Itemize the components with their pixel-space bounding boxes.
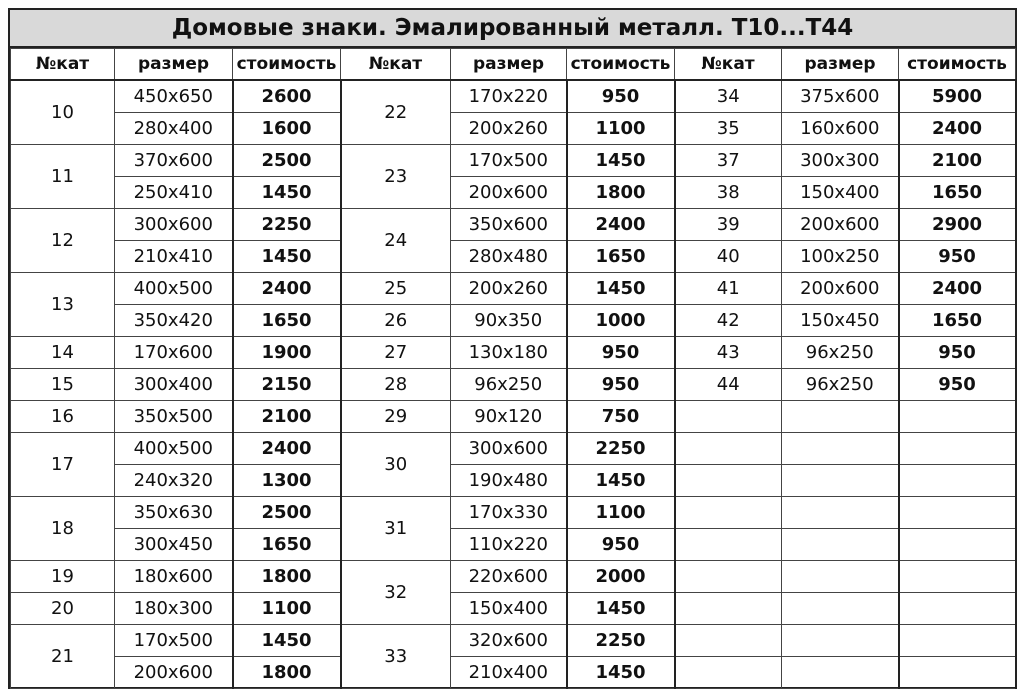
table-row: [11, 369, 1016, 401]
cat-cell: 13: [11, 273, 115, 337]
cat-cell: 22: [341, 80, 451, 145]
size-cell: [782, 529, 899, 561]
table-row: [11, 337, 1016, 369]
cat-header: №кат: [11, 49, 115, 81]
cat-cell: 15: [11, 369, 115, 401]
size-cell: 200x600: [782, 209, 899, 241]
cat-cell: 42: [675, 305, 782, 337]
size-cell: [782, 561, 899, 593]
table-row: [11, 625, 1016, 657]
size-cell: 200x600: [782, 273, 899, 305]
price-cell: 2150: [233, 369, 341, 401]
price-cell: 2500: [233, 497, 341, 529]
cat-cell: 31: [341, 497, 451, 561]
price-cell: [899, 593, 1016, 625]
size-cell: 96x250: [782, 369, 899, 401]
cat-cell: 26: [341, 305, 451, 337]
cat-cell: 20: [11, 593, 115, 625]
table-row: [11, 561, 1016, 593]
cat-cell: 28: [341, 369, 451, 401]
price-cell: 1000: [567, 305, 675, 337]
price-cell: 2250: [233, 209, 341, 241]
price-table-frame: [8, 8, 1017, 689]
size-cell: [782, 625, 899, 657]
size-cell: 220x600: [451, 561, 567, 593]
price-header: стоимость: [899, 49, 1016, 81]
price-cell: 1450: [233, 177, 341, 209]
size-cell: 320x600: [451, 625, 567, 657]
size-cell: 130x180: [451, 337, 567, 369]
size-header: размер: [451, 49, 567, 81]
price-cell: 1450: [567, 593, 675, 625]
size-cell: 400x500: [115, 433, 233, 465]
size-cell: 110x220: [451, 529, 567, 561]
table-row: [11, 433, 1016, 465]
size-cell: 350x420: [115, 305, 233, 337]
table-row: [11, 177, 1016, 209]
cat-cell: 17: [11, 433, 115, 497]
price-cell: 750: [567, 401, 675, 433]
size-cell: 350x500: [115, 401, 233, 433]
price-cell: 950: [567, 529, 675, 561]
price-cell: 1100: [567, 497, 675, 529]
price-cell: 950: [899, 241, 1016, 273]
size-cell: 250x410: [115, 177, 233, 209]
cat-cell: 29: [341, 401, 451, 433]
table-row: [11, 497, 1016, 529]
price-cell: 1800: [233, 657, 341, 689]
cat-cell: 24: [341, 209, 451, 273]
price-cell: [899, 401, 1016, 433]
price-cell: 2400: [899, 113, 1016, 145]
cat-cell: [675, 561, 782, 593]
table-row: [11, 529, 1016, 561]
size-cell: [782, 657, 899, 689]
size-cell: [782, 401, 899, 433]
price-cell: 1100: [567, 113, 675, 145]
cat-cell: 33: [341, 625, 451, 689]
size-header: размер: [782, 49, 899, 81]
price-cell: 1800: [233, 561, 341, 593]
size-cell: 100x250: [782, 241, 899, 273]
size-cell: 170x600: [115, 337, 233, 369]
price-cell: 2600: [233, 80, 341, 113]
size-cell: 200x260: [451, 113, 567, 145]
size-cell: 170x330: [451, 497, 567, 529]
size-cell: 300x300: [782, 145, 899, 177]
size-cell: 200x260: [451, 273, 567, 305]
cat-cell: [675, 401, 782, 433]
size-cell: 96x250: [451, 369, 567, 401]
price-cell: 1600: [233, 113, 341, 145]
cat-cell: 37: [675, 145, 782, 177]
price-cell: 1800: [567, 177, 675, 209]
price-cell: 950: [899, 337, 1016, 369]
cat-cell: 39: [675, 209, 782, 241]
table-row: [11, 113, 1016, 145]
table-row: [11, 80, 1016, 113]
page-title: Домовые знаки. Эмалированный металл. Т10...Т44: [10, 10, 1015, 48]
table-row: [11, 145, 1016, 177]
price-cell: 2000: [567, 561, 675, 593]
price-header: стоимость: [233, 49, 341, 81]
size-cell: 90x350: [451, 305, 567, 337]
table-row: [11, 209, 1016, 241]
price-cell: 1450: [567, 273, 675, 305]
cat-cell: 41: [675, 273, 782, 305]
price-cell: 1100: [233, 593, 341, 625]
cat-cell: 34: [675, 80, 782, 113]
size-cell: 370x600: [115, 145, 233, 177]
table-row: [11, 401, 1016, 433]
price-cell: [899, 625, 1016, 657]
price-cell: 2400: [899, 273, 1016, 305]
header-row: [11, 49, 1016, 81]
table-row: [11, 465, 1016, 497]
size-cell: 400x500: [115, 273, 233, 305]
price-cell: [899, 561, 1016, 593]
price-cell: 1650: [567, 241, 675, 273]
size-cell: 210x410: [115, 241, 233, 273]
price-cell: 5900: [899, 80, 1016, 113]
size-cell: 300x450: [115, 529, 233, 561]
price-cell: 2900: [899, 209, 1016, 241]
price-table: [10, 48, 1017, 689]
size-header: размер: [115, 49, 233, 81]
size-cell: 300x600: [115, 209, 233, 241]
price-cell: 950: [899, 369, 1016, 401]
cat-cell: 44: [675, 369, 782, 401]
price-cell: [899, 497, 1016, 529]
size-cell: 300x400: [115, 369, 233, 401]
table-row: [11, 241, 1016, 273]
price-cell: 1450: [567, 145, 675, 177]
size-cell: [782, 465, 899, 497]
size-cell: 350x630: [115, 497, 233, 529]
size-cell: 180x300: [115, 593, 233, 625]
cat-cell: [675, 433, 782, 465]
price-cell: 1300: [233, 465, 341, 497]
cat-cell: 27: [341, 337, 451, 369]
cat-cell: [675, 529, 782, 561]
price-cell: 2500: [233, 145, 341, 177]
size-cell: [782, 593, 899, 625]
cat-cell: [675, 593, 782, 625]
price-header: стоимость: [567, 49, 675, 81]
price-cell: 1650: [233, 529, 341, 561]
size-cell: 170x500: [451, 145, 567, 177]
price-cell: 1450: [233, 241, 341, 273]
price-cell: 1450: [567, 657, 675, 689]
table-row: [11, 657, 1016, 689]
price-cell: 2250: [567, 625, 675, 657]
cat-cell: 16: [11, 401, 115, 433]
price-cell: 2250: [567, 433, 675, 465]
cat-cell: 30: [341, 433, 451, 497]
price-cell: 950: [567, 337, 675, 369]
cat-cell: [675, 465, 782, 497]
cat-cell: 12: [11, 209, 115, 273]
size-cell: [782, 497, 899, 529]
cat-cell: 18: [11, 497, 115, 561]
price-cell: 2400: [233, 273, 341, 305]
cat-cell: 14: [11, 337, 115, 369]
size-cell: 210x400: [451, 657, 567, 689]
price-cell: [899, 529, 1016, 561]
table-row: [11, 273, 1016, 305]
size-cell: 90x120: [451, 401, 567, 433]
cat-header: №кат: [675, 49, 782, 81]
cat-cell: [675, 625, 782, 657]
price-cell: 1650: [899, 305, 1016, 337]
price-cell: 950: [567, 80, 675, 113]
cat-header: №кат: [341, 49, 451, 81]
cat-cell: 19: [11, 561, 115, 593]
size-cell: 200x600: [451, 177, 567, 209]
cat-cell: 38: [675, 177, 782, 209]
size-cell: 160x600: [782, 113, 899, 145]
price-cell: 2100: [233, 401, 341, 433]
cat-cell: [675, 657, 782, 689]
price-cell: 2100: [899, 145, 1016, 177]
table-row: [11, 305, 1016, 337]
price-cell: 950: [567, 369, 675, 401]
size-cell: 240x320: [115, 465, 233, 497]
cat-cell: [675, 497, 782, 529]
size-cell: 96x250: [782, 337, 899, 369]
size-cell: 300x600: [451, 433, 567, 465]
price-cell: 2400: [567, 209, 675, 241]
size-cell: [782, 433, 899, 465]
price-cell: [899, 465, 1016, 497]
size-cell: 170x220: [451, 80, 567, 113]
price-cell: 1450: [567, 465, 675, 497]
cat-cell: 11: [11, 145, 115, 209]
cat-cell: 21: [11, 625, 115, 689]
size-cell: 150x400: [782, 177, 899, 209]
cat-cell: 25: [341, 273, 451, 305]
cat-cell: 10: [11, 80, 115, 145]
size-cell: 170x500: [115, 625, 233, 657]
cat-cell: 40: [675, 241, 782, 273]
price-cell: 2400: [233, 433, 341, 465]
price-cell: 1900: [233, 337, 341, 369]
cat-cell: 32: [341, 561, 451, 625]
price-cell: 1650: [899, 177, 1016, 209]
size-cell: 150x400: [451, 593, 567, 625]
cat-cell: 35: [675, 113, 782, 145]
price-cell: [899, 433, 1016, 465]
cat-cell: 43: [675, 337, 782, 369]
price-cell: 1450: [233, 625, 341, 657]
size-cell: 350x600: [451, 209, 567, 241]
size-cell: 190x480: [451, 465, 567, 497]
size-cell: 280x400: [115, 113, 233, 145]
price-cell: 1650: [233, 305, 341, 337]
size-cell: 180x600: [115, 561, 233, 593]
size-cell: 450x650: [115, 80, 233, 113]
size-cell: 200x600: [115, 657, 233, 689]
size-cell: 375x600: [782, 80, 899, 113]
size-cell: 150x450: [782, 305, 899, 337]
size-cell: 280x480: [451, 241, 567, 273]
price-cell: [899, 657, 1016, 689]
cat-cell: 23: [341, 145, 451, 209]
table-row: [11, 593, 1016, 625]
